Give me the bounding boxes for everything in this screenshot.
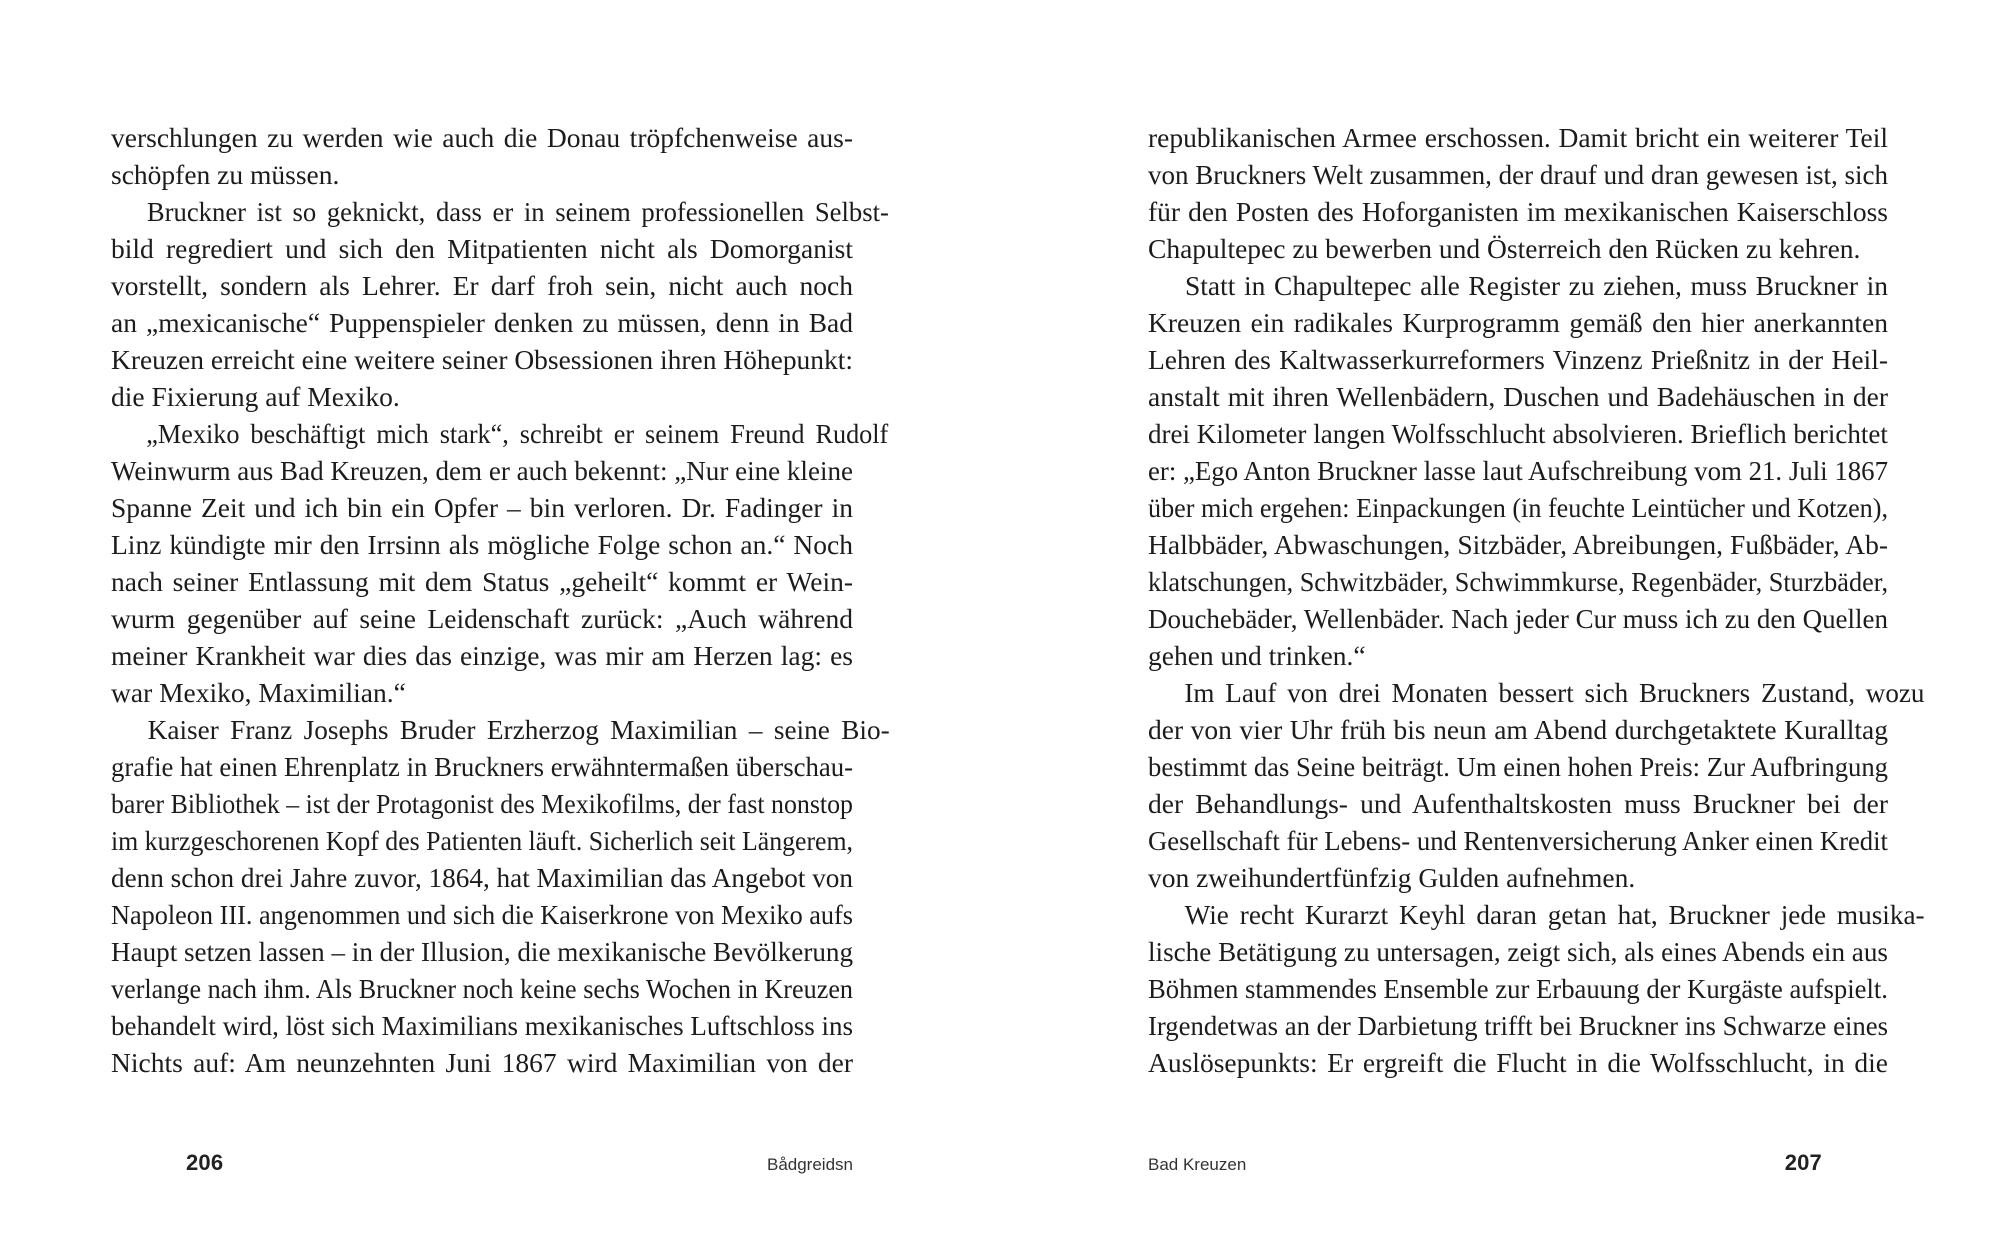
text-line: verlange nach ihm. Als Bruckner noch keine sechs Wochen in Kreuzen <box>111 973 854 1004</box>
text-line: Linz kündigte mir den Irrsinn als mögliche Folge schon an.“ Noch <box>111 529 853 560</box>
text-line: lische Betätigung zu untersagen, zeigt sich, als eines Abends ein aus <box>1148 936 1888 967</box>
paragraph-first-line: „Mexiko beschäftigt mich stark“, schreibt er seinem Freund Rudolf <box>146 418 889 449</box>
text-line: Haupt setzen lassen – in der Illusion, die mexikanische Bevölkerung <box>111 936 854 967</box>
text-line: Douchebäder, Wellenbäder. Nach jeder Cur muss ich zu den Quellen <box>1148 603 1888 634</box>
text-line: klatschungen, Schwitzbäder, Schwimmkurse, Regenbäder, Sturzbäder, <box>1148 566 1889 597</box>
text-line: meiner Krankheit war dies das einzige, was mir am Herzen lag: es <box>111 640 853 671</box>
text-line: denn schon drei Jahre zuvor, 1864, hat Maximilian das Angebot von <box>111 862 854 893</box>
text-line: vorstellt, sondern als Lehrer. Er darf froh sein, nicht auch noch <box>111 270 853 301</box>
text-line: barer Bibliothek – ist der Protagonist des Mexikofilms, der fast nonstop <box>111 788 853 819</box>
text-line: schöpfen zu müssen. <box>111 159 340 190</box>
text-line: Auslösepunkts: Er ergreift die Flucht in die Wolfsschlucht, in die <box>1148 1047 1888 1078</box>
running-head-left: Bådgreidsn <box>766 1155 853 1174</box>
text-line: Kreuzen erreicht eine weitere seiner Obsessionen ihren Höhepunkt: <box>111 344 854 375</box>
text-line: grafie hat einen Ehrenplatz in Bruckners erwähntermaßen überschau- <box>111 751 854 782</box>
text-line: wurm gegenüber auf seine Leidenschaft zurück: „Auch während <box>111 603 853 634</box>
text-line: er: „Ego Anton Bruckner lasse laut Aufschreibung vom 21. Juli 1867 <box>1148 455 1888 486</box>
text-line: an „mexicanische“ Puppenspieler denken zu müssen, denn in Bad <box>111 307 853 338</box>
text-line: Chapultepec zu bewerben und Österreich den Rücken zu kehren. <box>1148 233 1861 264</box>
page-number-left: 206 <box>186 1150 224 1175</box>
right-page <box>1000 0 2000 1259</box>
text-line: war Mexiko, Maximilian.“ <box>111 677 406 708</box>
text-line: bestimmt das Seine beiträgt. Um einen hohen Preis: Zur Aufbringung <box>1148 751 1889 782</box>
page-number-right: 207 <box>1784 1150 1822 1175</box>
text-line: von zweihundertfünfzig Gulden aufnehmen. <box>1148 862 1636 893</box>
paragraph-first-line: Kaiser Franz Josephs Bruder Erzherzog Maximilian – seine Bio- <box>147 714 890 745</box>
running-head-right: Bad Kreuzen <box>1148 1155 1247 1174</box>
right-page-body-text <box>1148 119 1925 1081</box>
text-line: im kurzgeschorenen Kopf des Patienten läuft. Sicherlich seit Längerem, <box>111 825 853 856</box>
text-line: Irgendetwas an der Darbietung trifft bei Bruckner ins Schwarze eines <box>1148 1010 1888 1041</box>
text-line: bild regrediert und sich den Mitpatienten nicht als Domorganist <box>111 233 853 264</box>
text-line: behandelt wird, löst sich Maximilians mexikanisches Luftschloss ins <box>111 1010 854 1041</box>
text-line: Spanne Zeit und ich bin ein Opfer – bin verloren. Dr. Fadinger in <box>111 492 853 523</box>
text-line: Halbbäder, Abwaschungen, Sitzbäder, Abreibungen, Fußbäder, Ab- <box>1148 529 1888 560</box>
text-line: Kreuzen ein radikales Kurprogramm gemäß den hier anerkannten <box>1148 307 1888 338</box>
text-line: Gesellschaft für Lebens- und Rentenversicherung Anker einen Kredit <box>1148 825 1888 856</box>
left-page-body-text <box>111 119 890 1081</box>
text-line: der Behandlungs- und Aufenthaltskosten muss Bruckner bei der <box>1148 788 1888 819</box>
text-line: anstalt mit ihren Wellenbädern, Duschen und Badehäuschen in der <box>1148 381 1888 412</box>
text-line: Böhmen stammendes Ensemble zur Erbauung der Kurgäste aufspielt. <box>1148 973 1888 1004</box>
paragraph-first-line: Statt in Chapultepec alle Register zu ziehen, muss Bruckner in <box>1185 270 1888 301</box>
text-line: die Fixierung auf Mexiko. <box>111 381 400 412</box>
text-line: für den Posten des Hoforganisten im mexikanischen Kaiserschloss <box>1148 196 1888 227</box>
paragraph-first-line: Wie recht Kurarzt Keyhl daran getan hat, Bruckner jede musika- <box>1184 899 1925 930</box>
paragraph-first-line: Im Lauf von drei Monaten bessert sich Bruckners Zustand, wozu <box>1184 677 1925 708</box>
text-line: drei Kilometer langen Wolfsschlucht absolvieren. Brieflich berichtet <box>1148 418 1888 449</box>
paragraph-first-line: Bruckner ist so geknickt, dass er in seinem professionellen Selbst- <box>146 196 889 227</box>
text-line: Lehren des Kaltwasserkurreformers Vinzenz Prießnitz in der Heil- <box>1148 344 1888 375</box>
text-line: von Bruckners Welt zusammen, der drauf und dran gewesen ist, sich <box>1148 159 1888 190</box>
text-line: nach seiner Entlassung mit dem Status „geheilt“ kommt er Wein- <box>111 566 853 597</box>
text-line: der von vier Uhr früh bis neun am Abend durchgetaktete Kuralltag <box>1148 714 1888 745</box>
text-line: Napoleon III. angenommen und sich die Kaiserkrone von Mexiko aufs <box>111 899 853 930</box>
text-line: republikanischen Armee erschossen. Damit bricht ein weiterer Teil <box>1148 122 1888 153</box>
text-line: Weinwurm aus Bad Kreuzen, dem er auch bekennt: „Nur eine kleine <box>111 455 853 486</box>
text-line: über mich ergehen: Einpackungen (in feuchte Leintücher und Kotzen), <box>1148 492 1889 523</box>
text-line: Nichts auf: Am neunzehnten Juni 1867 wird Maximilian von der <box>111 1047 853 1078</box>
text-line: verschlungen zu werden wie auch die Donau tröpfchenweise aus- <box>111 122 853 153</box>
text-line: gehen und trinken.“ <box>1148 640 1366 671</box>
